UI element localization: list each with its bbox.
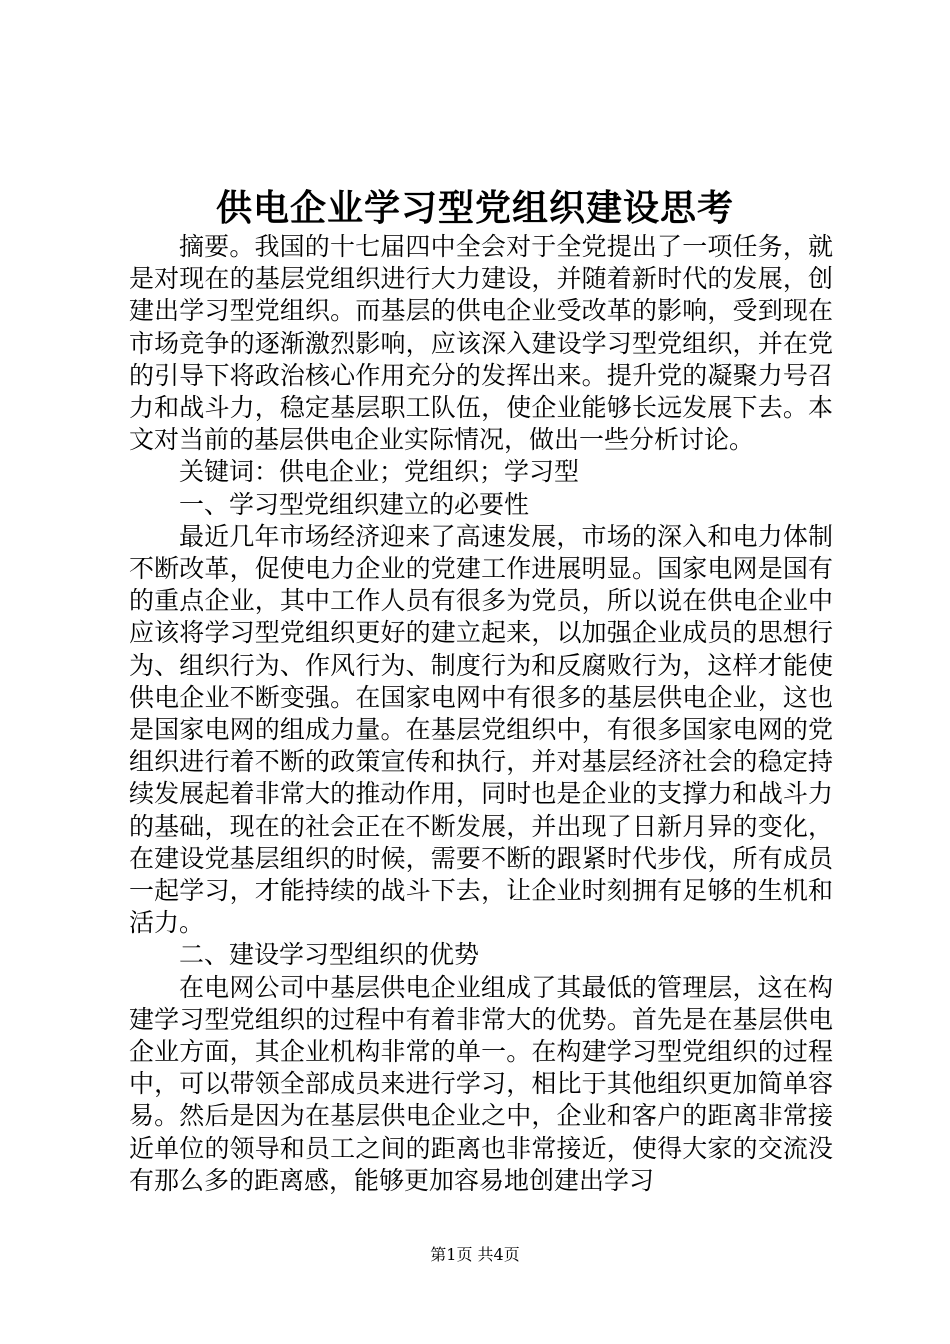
- abstract-paragraph: 摘要。我国的十七届四中全会对于全党提出了一项任务，就是对现在的基层党组织进行大力建设，并随着新时代的发展，创建出学习型党组织。而基层的供电企业受改革的影响，受到现在市场竞争的逐渐激烈影响，应该深入建设学习型党组织，并在党的引导下将政治核心作用充分的发挥出来。提升党的凝聚力号召力和战斗力，稳定基层职工队伍，使企业能够长远发展下去。本文对当前的基层供电企业实际情况，做出一些分析讨论。: [129, 232, 833, 455]
- section-heading-2: 二、建设学习型组织的优势: [179, 940, 480, 970]
- body-paragraph: 在电网公司中基层供电企业组成了其最低的管理层，这在构建学习型党组织的过程中有着非常大的优势。首先是在基层供电企业方面，其企业机构非常的单一。在构建学习型党组织的过程中，可以带领全部成员来进行学习，相比于其他组织更加简单容易。然后是因为在基层供电企业之中，企业和客户的距离非常接近单位的领导和员工之间的距离也非常接近，使得大家的交流没有那么多的距离感，能够更加容易地创建出学习: [129, 972, 833, 1195]
- document-title: 供电企业学习型党组织建设思考: [215, 187, 734, 229]
- section-heading-1: 一、学习型党组织建立的必要性: [179, 489, 530, 519]
- document-body: [129, 231, 833, 1197]
- body-paragraph: 最近几年市场经济迎来了高速发展，市场的深入和电力体制不断改革，促使电力企业的党建工作进展明显。国家电网是国有的重点企业，其中工作人员有很多为党员，所以说在供电企业中应该将学习型党组织更好的建立起来，以加强企业成员的思想行为、组织行为、作风行为、制度行为和反腐败行为，这样才能使供电企业不断变强。在国家电网中有很多的基层供电企业，这也是国家电网的组成力量。在基层党组织中，有很多国家电网的党组织进行着不断的政策宣传和执行，并对基层经济社会的稳定持续发展起着非常大的推动作用，同时也是企业的支撑力和战斗力的基础，现在的社会正在不断发展，并出现了日新月异的变化，在建设党基层组织的时候，需要不断的跟紧时代步伐，所有成员一起学习，才能持续的战斗下去，让企业时刻拥有足够的生机和活力。: [129, 521, 833, 938]
- keywords-paragraph: 关键词：供电企业；党组织；学习型: [179, 457, 580, 487]
- page-number-footer: 第1页 共4页: [430, 1245, 520, 1264]
